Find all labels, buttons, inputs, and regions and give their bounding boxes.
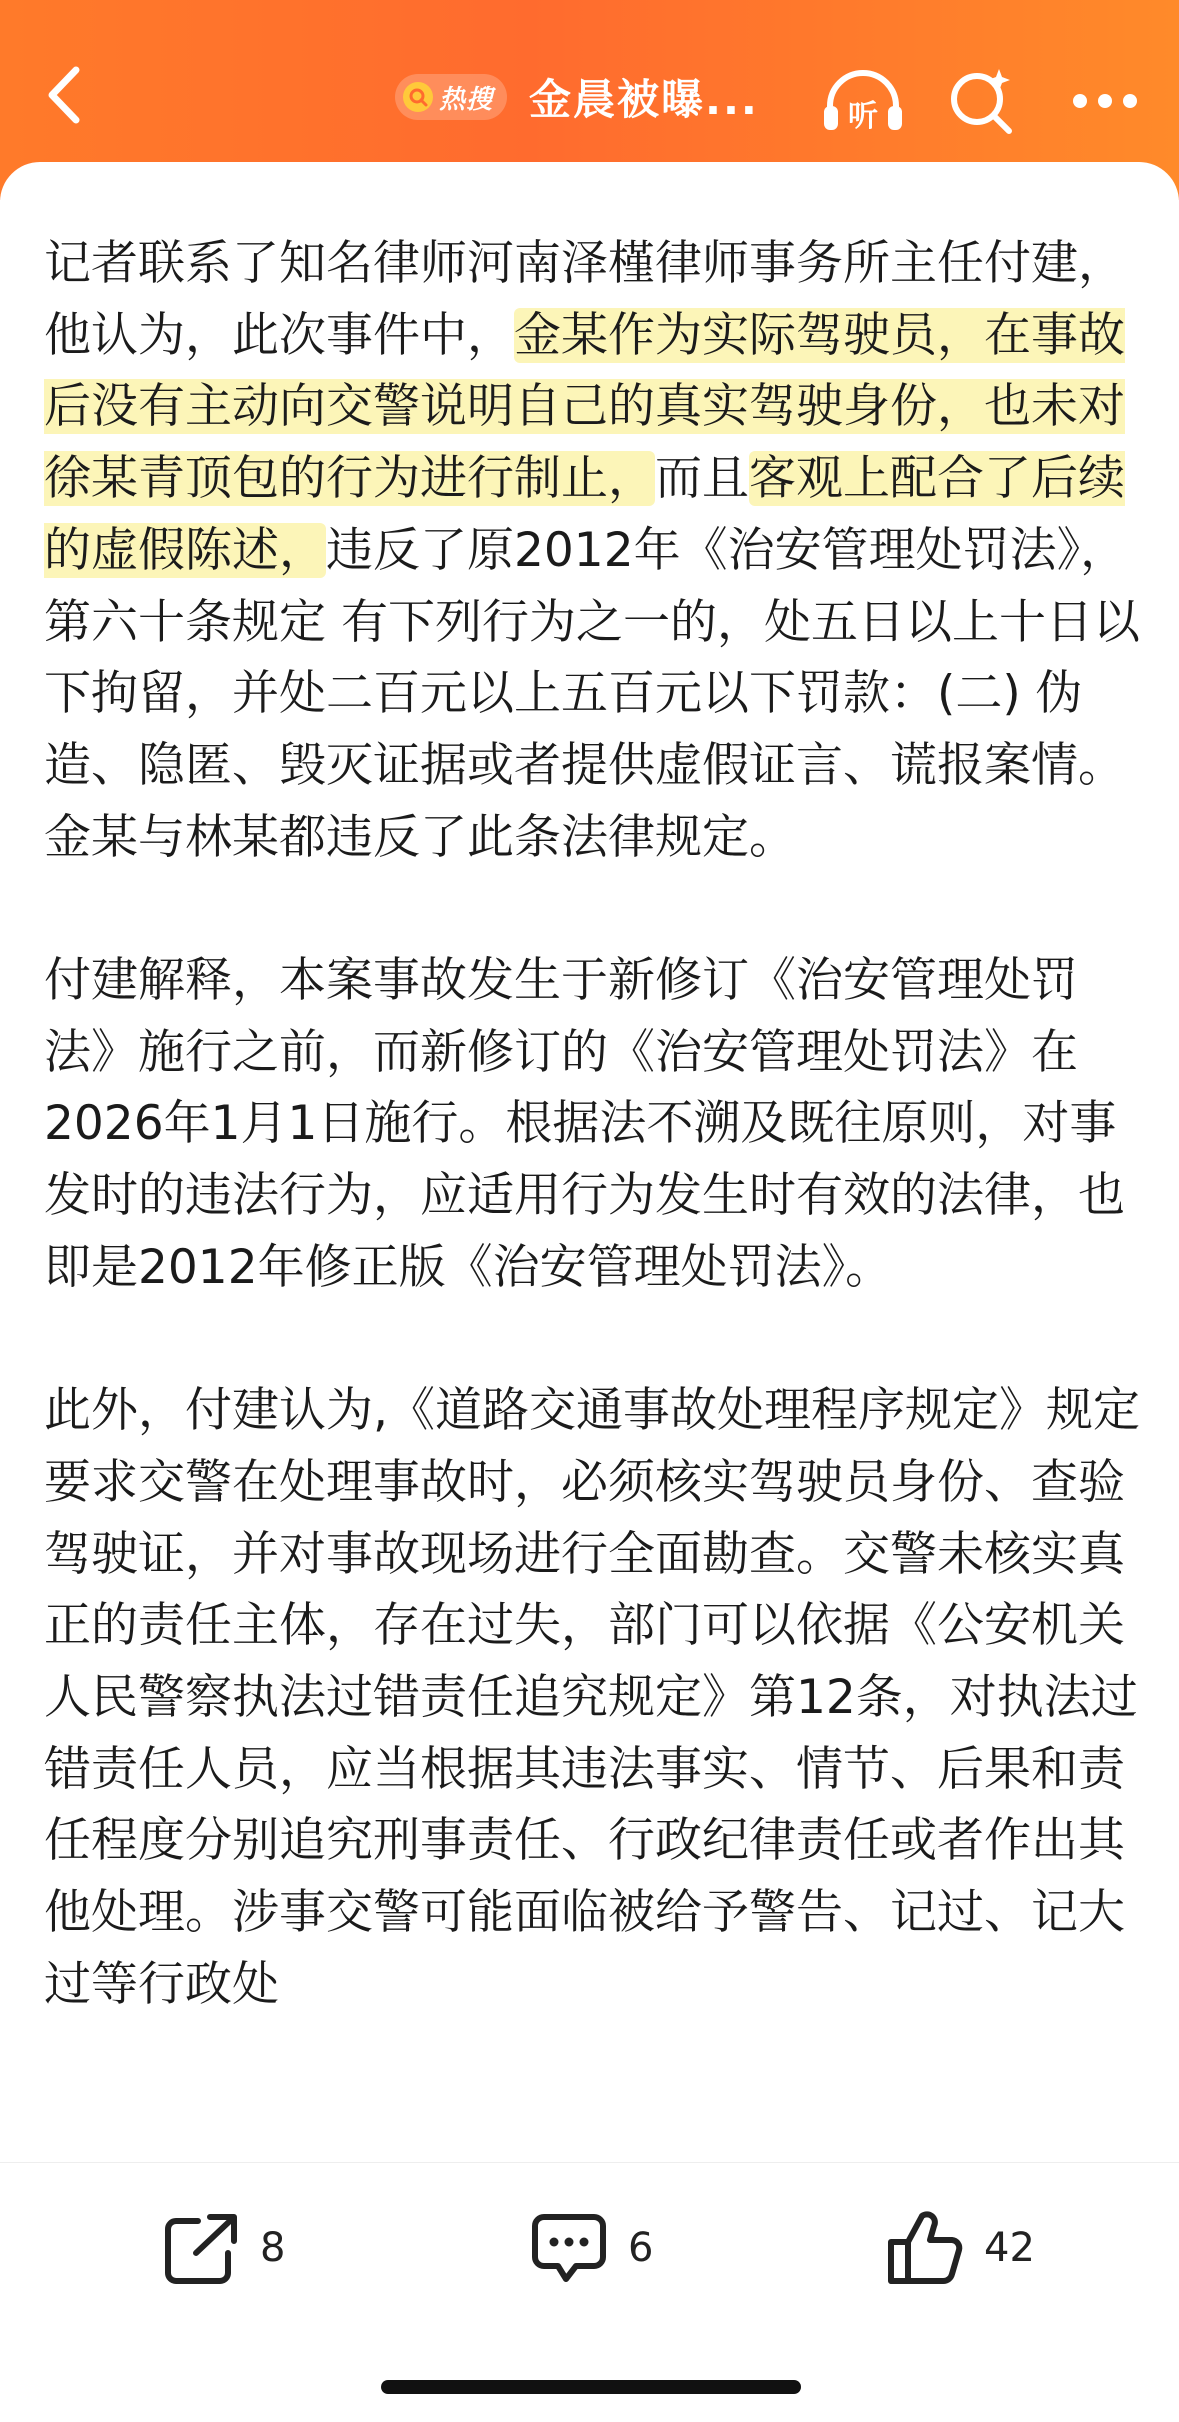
- more-horizontal-icon: [1070, 91, 1140, 111]
- text-segment: 记者联系了知名律师河南泽槿律师事务所主任付建，他认为，此次事件中，: [44, 236, 1125, 363]
- article-body: [44, 228, 1144, 2158]
- text-segment: 违反了原2012年《治安管理处罚法》，第六十条规定 有下列行为之一的，处五日以上十日以下拘留，并处二百元以上五百元以下罚款：(二) 伪造、隐匿、毁灭证据或者提供虚假证言、谎报案情。金某与林某都违反了此条法律规定。: [44, 522, 1140, 865]
- listen-label: 听: [848, 99, 878, 134]
- comment-count: 6: [628, 2225, 654, 2271]
- like-button[interactable]: [886, 2203, 1035, 2293]
- search-button[interactable]: [936, 56, 1026, 146]
- share-button[interactable]: [162, 2203, 285, 2293]
- share-icon: [162, 2211, 240, 2285]
- comment-icon: [530, 2211, 608, 2285]
- scroll-fade: [0, 2135, 1179, 2165]
- page-title: 金晨被曝...: [529, 75, 759, 124]
- article-paragraph: [44, 228, 1144, 873]
- text-segment: 而且: [655, 451, 749, 507]
- share-count: 8: [260, 2225, 286, 2271]
- highlighted-text: 金某作为实际驾驶员，在事故后没有主动向交警说明自己的真实驾驶身份，也未对徐某青顶包的行为进行制止，: [44, 307, 1125, 507]
- article-paragraph: 此外，付建认为,《道路交通事故处理程序规定》规定要求交警在处理事故时，必须核实驾驶员身份、查验驾驶证，并对事故现场进行全面勘查。交警未核实真正的责任主体，存在过失，部门可以依据《公安机关人民警察执法过错责任追究规定》第12条，对执法过错责任人员，应当根据其违法事实、情节、后果和责任程度分别追究刑事责任、行政纪律责任或者作出其他处理。涉事交警可能面临被给予警告、记过、记大过等行政处: [44, 1383, 1140, 2012]
- like-count: 42: [984, 2225, 1035, 2271]
- hot-search-icon: [403, 82, 433, 112]
- back-button[interactable]: [24, 50, 104, 140]
- comment-button[interactable]: [530, 2203, 653, 2293]
- highlighted-text: 客观上配合了后续的虚假陈述，: [44, 451, 1125, 578]
- home-indicator[interactable]: [381, 2380, 801, 2394]
- article-paragraph: 付建解释，本案事故发生于新修订《治安管理处罚法》施行之前，而新修订的《治安管理处罚法》在2026年1月1日施行。根据法不溯及既往原则，对事发时的违法行为，应适用行为发生时有效的法律，也即是2012年修正版《治安管理处罚法》。: [44, 953, 1125, 1295]
- chevron-left-icon: [44, 64, 84, 126]
- more-button[interactable]: [1060, 56, 1150, 146]
- search-sparkle-icon: [945, 65, 1017, 137]
- title-area[interactable]: [395, 62, 759, 132]
- hot-search-badge[interactable]: [395, 74, 507, 120]
- listen-button[interactable]: [818, 56, 908, 146]
- headphones-icon: [820, 66, 906, 136]
- hot-search-label: 热搜: [439, 84, 494, 115]
- thumbs-up-icon: [886, 2210, 964, 2286]
